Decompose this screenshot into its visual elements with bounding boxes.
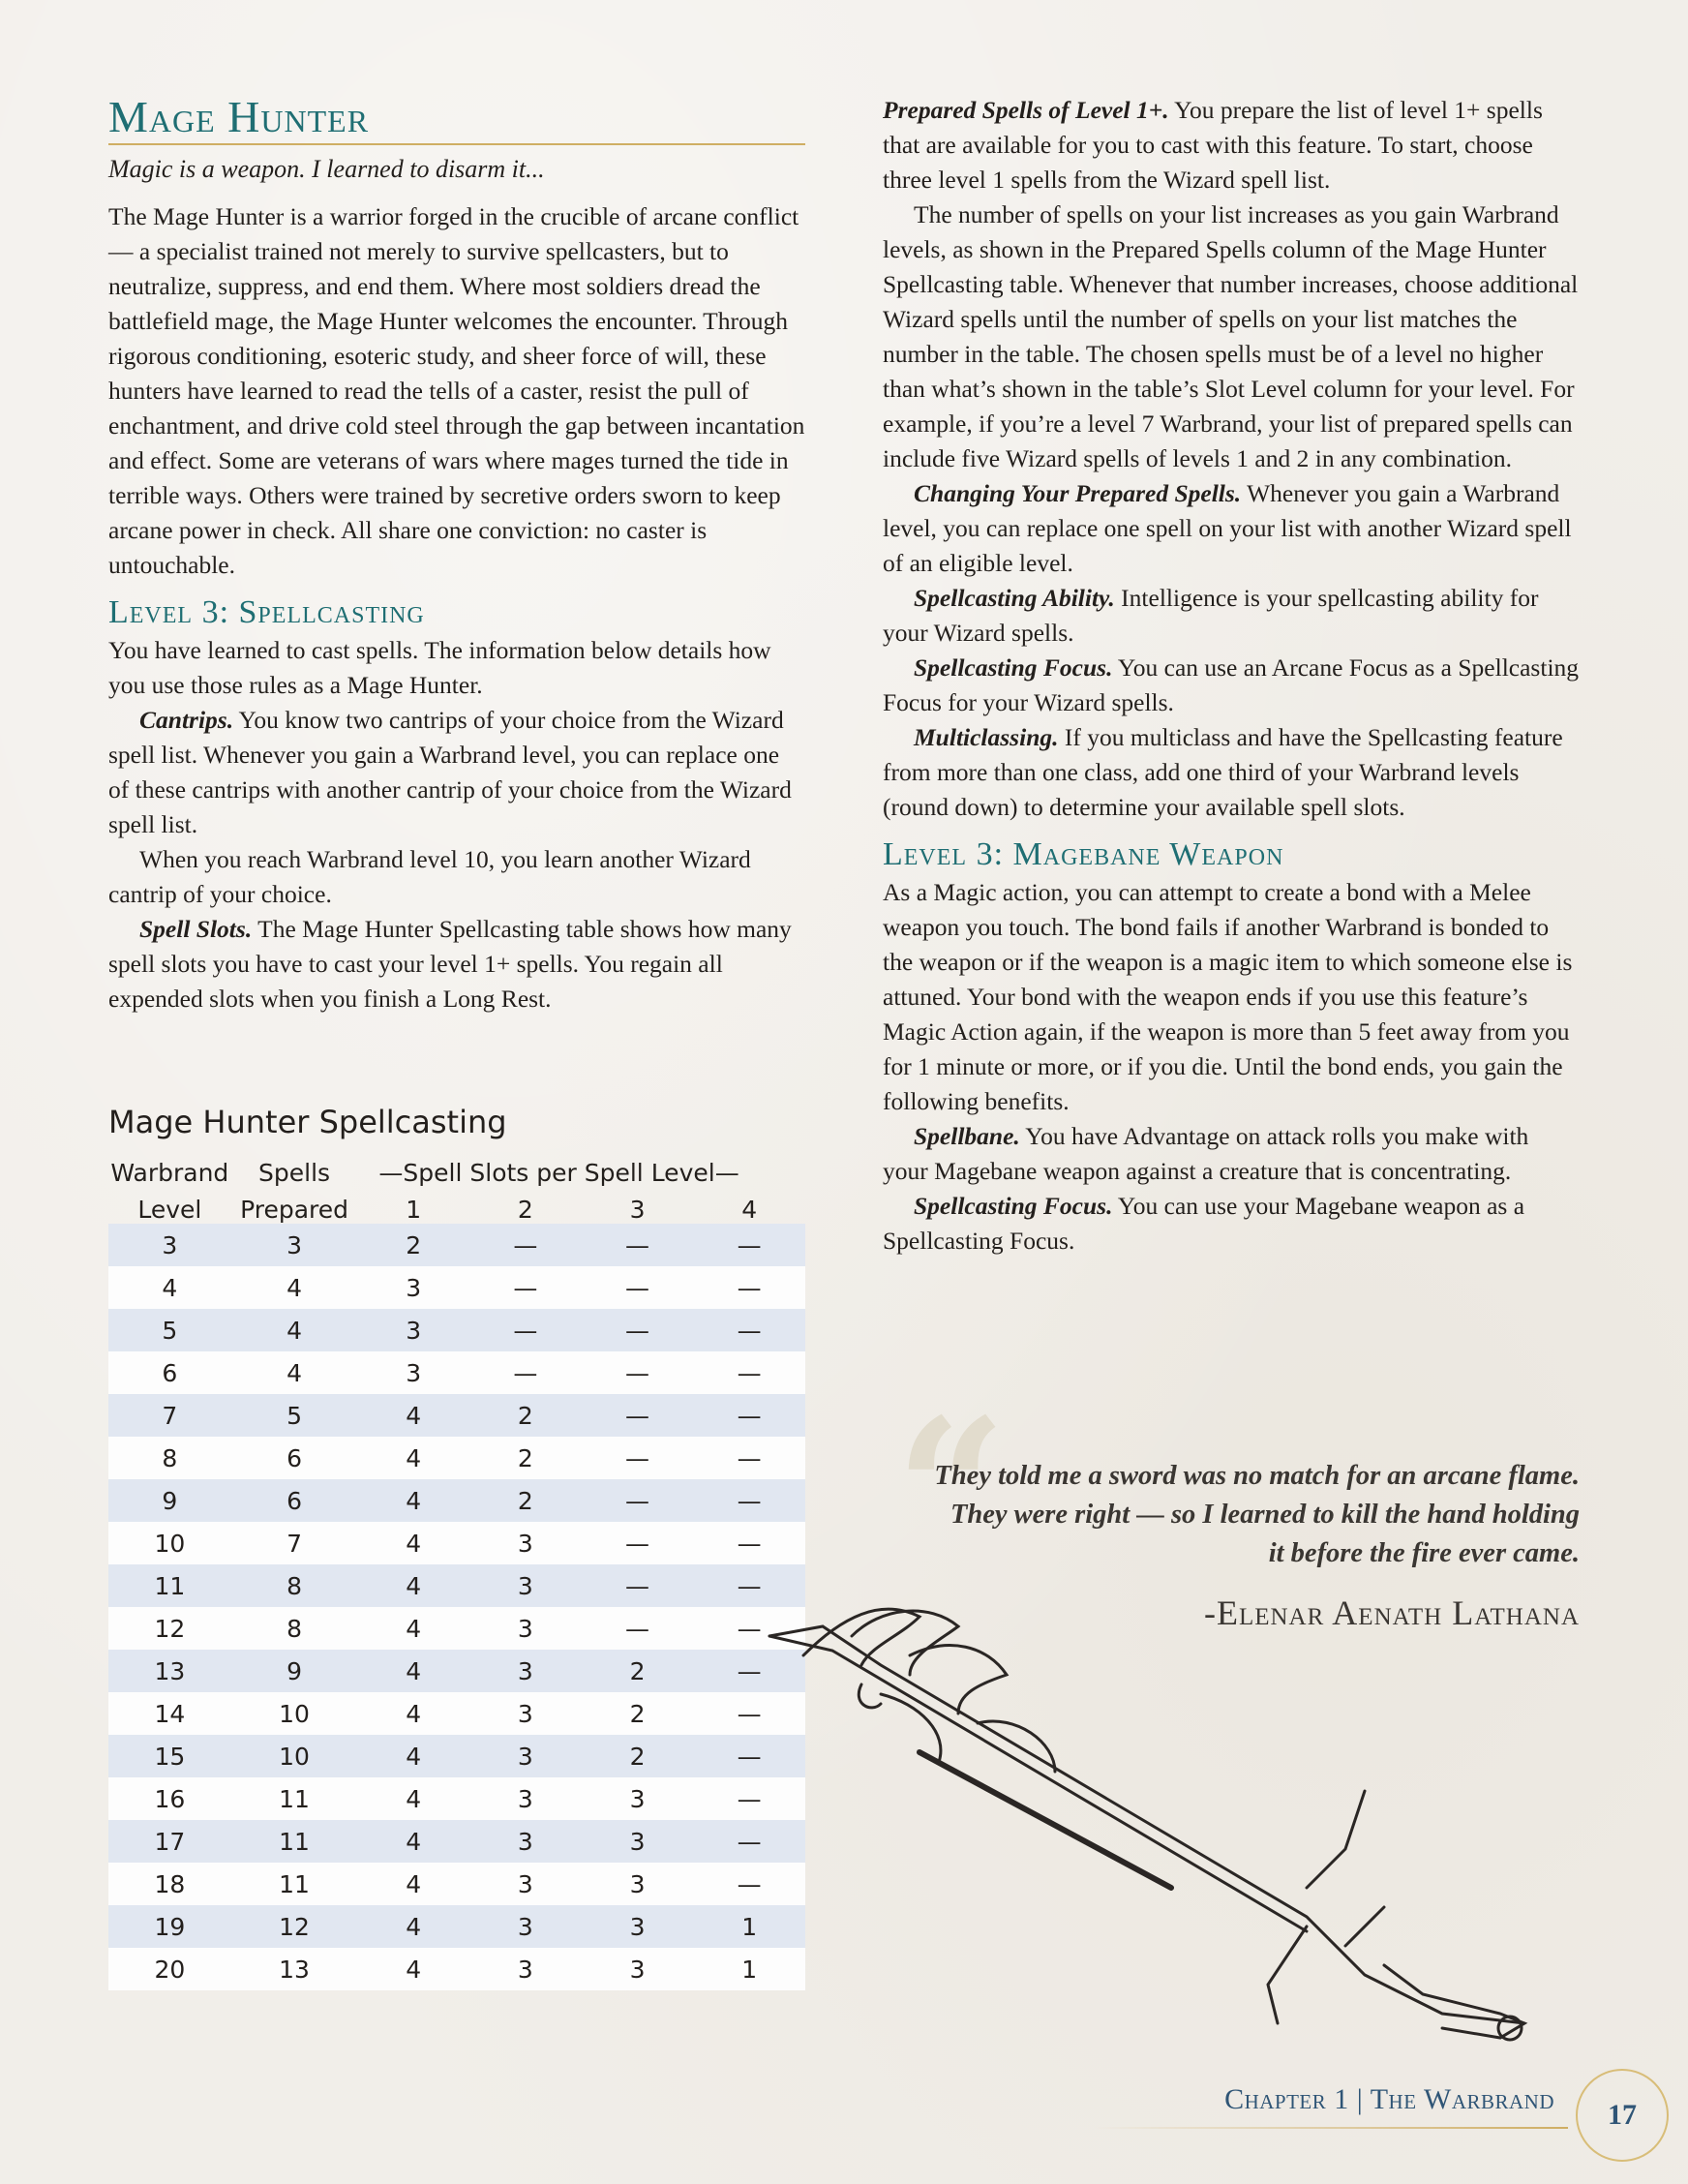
table-row [108,1948,805,1990]
table-cell: 4 [406,1443,422,1472]
table-cell: 6 [286,1486,303,1515]
table-cell: 13 [154,1656,186,1685]
col-header-prepared: Spells [258,1159,331,1187]
table-cell: 3 [517,1571,533,1600]
table-cell: 4 [406,1827,422,1856]
spell-slots-label: Spell Slots. [139,915,253,943]
table-cell: 8 [286,1571,303,1600]
table-cell: 3 [629,1955,646,1984]
table-title: Mage Hunter Spellcasting [108,1104,507,1140]
table-row [108,1351,805,1394]
table-cell: 4 [406,1614,422,1643]
table-row [108,1607,805,1650]
table-cell: 4 [406,1529,422,1558]
table-cell: 15 [154,1742,186,1771]
table-cell: 4 [406,1742,422,1771]
table-cell: 7 [286,1529,303,1558]
table-cell: 12 [279,1912,310,1941]
table-cell: — [625,1614,650,1643]
table-cell: 2 [517,1443,533,1472]
table-cell: — [737,1656,762,1685]
page-number: 17 [1576,2069,1669,2162]
magebane-focus-text: You can use your Magebane weapon as a Spellcasting Focus. [883,1192,1525,1255]
table-row [108,1522,805,1564]
table-cell: 3 [517,1955,533,1984]
table-cell: 3 [517,1912,533,1941]
spellbane-label: Spellbane. [914,1122,1020,1150]
sword-illustration-icon [765,1597,1578,2052]
table-cell: 3 [629,1912,646,1941]
table-cell: — [737,1827,762,1856]
focus-text: You can use an Arcane Focus as a Spellcasting Focus for your Wizard spells. [883,653,1580,716]
col-header-slot-3: 3 [629,1196,646,1224]
page-title: Mage Hunter [108,92,370,141]
quote-attribution: -Elenar Aenath Lathana [1203,1593,1580,1632]
table-cell: 2 [517,1401,533,1430]
right-column [883,93,1580,1259]
changing-paragraph [883,476,1580,581]
table-cell: 4 [406,1699,422,1728]
table-cell: 17 [154,1827,186,1856]
table-cell: 4 [406,1955,422,1984]
table-cell: — [737,1571,762,1600]
table-row [108,1224,805,1266]
table-row [108,1394,805,1437]
spellcasting-intro: You have learned to cast spells. The information below details how you use those rules as a Mage Hunter. [108,636,771,699]
quote-mark-icon: “ [895,1377,1008,1604]
table-cell: 11 [279,1827,310,1856]
table-row [108,1437,805,1479]
table-cell: 4 [406,1912,422,1941]
magebane-focus-paragraph [883,1189,1580,1259]
table-cell: — [737,1614,762,1643]
table-cell: — [625,1316,650,1345]
prepared-text: You prepare the list of level 1+ spells that are available for you to cast with this feature. To start, choose three level 1 spells from the Wizard spell list. [883,96,1543,194]
table-cell: — [625,1486,650,1515]
table-cell: — [737,1784,762,1813]
table-cell: 10 [279,1742,310,1771]
table-cell: 4 [406,1656,422,1685]
table-cell: 3 [629,1827,646,1856]
table-cell: 4 [406,1571,422,1600]
spellcasting-table [108,1150,805,1990]
table-cell: 12 [154,1614,186,1643]
table-cell: — [737,1869,762,1898]
focus-label: Spellcasting Focus. [914,653,1113,682]
intro-paragraph: The Mage Hunter is a warrior forged in the crucible of arcane conflict — a specialist trained not merely to survive spellcasters, but to neutralize, suppress, and end them. Where most soldiers dread the battlefield mage, the Mage Hunter welcomes the encounter. Through rigorous conditioning, esoteric study, and sheer force of will, these hunters have learned to read the tells of a caster, resist the pull of enchantment, and drive cold steel through the gap between incantation and effect. Some are veterans of wars where mages turned the tide in terrible ways. Others were trained by secretive orders sworn to keep arcane power in check. All share one conviction: no caster is untouchable. [108,202,805,579]
table-row [108,1735,805,1777]
table-cell: 3 [517,1742,533,1771]
cantrips-paragraph-2: When you reach Warbrand level 10, you learn another Wizard cantrip of your choice. [108,845,751,908]
table-cell: — [737,1699,762,1728]
table-cell: — [737,1443,762,1472]
multiclass-text: If you multiclass and have the Spellcasting feature from more than one class, add one third of your Warbrand levels (round down) to determine your available spell slots. [883,723,1563,821]
table-cell: 6 [286,1443,303,1472]
table-cell: 3 [517,1529,533,1558]
table-cell: — [737,1486,762,1515]
table-cell: 3 [517,1699,533,1728]
cantrips-label: Cantrips. [139,706,234,734]
table-cell: 3 [406,1273,422,1302]
col-header-slot-1: 1 [406,1196,422,1224]
prepared-paragraph-2: The number of spells on your list increases as you gain Warbrand levels, as shown in the Prepared Spells column of the Mage Hunter Spellcasting table. Whenever that number increases, choose additional Wizard spells until the number of spells on your list matches the number in the table. The chosen spells must be of a level no higher than what’s shown in the table’s Slot Level column for your level. For example, if you’re a level 7 Warbrand, your list of prepared spells can include five Wizard spells of levels 1 and 2 in any combination. [883,200,1579,472]
table-cell: 4 [286,1358,303,1387]
table-cell: 5 [286,1401,303,1430]
table-cell: 10 [154,1529,186,1558]
table-cell: 10 [279,1699,310,1728]
table-cell: 2 [629,1656,646,1685]
spellbane-text: You have Advantage on attack rolls you make with your Magebane weapon against a creature that is concentrating. [883,1122,1529,1185]
table-row [108,1266,805,1309]
changing-label: Changing Your Prepared Spells. [914,479,1242,507]
magebane-focus-label: Spellcasting Focus. [914,1192,1113,1220]
table-cell: 9 [286,1656,303,1685]
table-cell: 1 [741,1912,758,1941]
table-row [108,1777,805,1820]
table-cell: 8 [162,1443,178,1472]
focus-paragraph [883,651,1580,720]
table-body [108,1224,805,1990]
table-cell: — [737,1230,762,1259]
table-cell: 14 [154,1699,186,1728]
table-cell: 4 [406,1784,422,1813]
epigraph: Magic is a weapon. I learned to disarm it... [108,155,545,183]
table-row [108,1650,805,1692]
table-cell: — [513,1316,538,1345]
table-cell: 2 [406,1230,422,1259]
table-cell: 7 [162,1401,178,1430]
multiclass-paragraph [883,720,1580,825]
table-cell: — [513,1358,538,1387]
table-cell: 2 [629,1742,646,1771]
table-cell: — [513,1230,538,1259]
table-cell: 4 [406,1486,422,1515]
prepared-paragraph [883,93,1580,197]
pull-quote: They told me a sword was no match for an arcane flame. They were right — so I learned to kill the hand holding it before the fire ever came. [934,1461,1580,1568]
col-header-slot-4: 4 [741,1196,758,1224]
table-cell: 3 [629,1869,646,1898]
table-cell: — [737,1273,762,1302]
table-cell: — [625,1529,650,1558]
table-cell: 3 [517,1869,533,1898]
ability-paragraph [883,581,1580,651]
table-cell: 3 [629,1784,646,1813]
table-cell: 4 [406,1869,422,1898]
table-cell: 1 [741,1955,758,1984]
table-cell: — [737,1401,762,1430]
table-cell: 5 [162,1316,178,1345]
table-cell: 3 [162,1230,178,1259]
table-cell: — [625,1401,650,1430]
table-cell: 11 [279,1784,310,1813]
table-cell: — [625,1571,650,1600]
table-row [108,1820,805,1863]
table-cell: 4 [162,1273,178,1302]
table-row [108,1309,805,1351]
table-cell: 4 [286,1316,303,1345]
table-cell: 6 [162,1358,178,1387]
table-cell: 4 [406,1401,422,1430]
table-cell: 9 [162,1486,178,1515]
col-header-slot-2: 2 [517,1196,533,1224]
table-cell: 13 [279,1955,310,1984]
changing-text: Whenever you gain a Warbrand level, you can replace one spell on your list with another Wizard spell of an eligible level. [883,479,1572,577]
cantrips-text: You know two cantrips of your choice from the Wizard spell list. Whenever you gain a Warbrand level, you can replace one of these cantrips with another cantrip of your choice from the Wizard spell list. [108,706,792,838]
title-divider [108,143,805,145]
table-cell: 3 [286,1230,303,1259]
prepared-label: Prepared Spells of Level 1+. [883,96,1169,124]
table-cell: — [625,1443,650,1472]
table-cell: 16 [154,1784,186,1813]
multiclass-label: Multiclassing. [914,723,1059,751]
table-cell: 4 [286,1273,303,1302]
table-cell: — [737,1358,762,1387]
col-header-prepared-2: Prepared [240,1196,349,1224]
table-row [108,1564,805,1607]
spellcasting-heading: Level 3: Spellcasting [108,594,425,630]
table-cell: 8 [286,1614,303,1643]
footer-divider [1094,2127,1568,2129]
table-cell: 3 [517,1656,533,1685]
table-cell: 2 [629,1699,646,1728]
table-row [108,1905,805,1948]
ability-label: Spellcasting Ability. [914,584,1115,612]
table-cell: 3 [517,1784,533,1813]
col-header-level-2: Level [137,1196,202,1224]
table-cell: — [625,1273,650,1302]
spell-slots-paragraph [108,912,805,1016]
table-cell: — [625,1230,650,1259]
table-cell: — [625,1358,650,1387]
table-cell: 18 [154,1869,186,1898]
table-cell: — [513,1273,538,1302]
table-row [108,1692,805,1735]
table-cell: 3 [406,1358,422,1387]
col-header-slots: —Spell Slots per Spell Level— [378,1159,739,1187]
magebane-intro: As a Magic action, you can attempt to create a bond with a Melee weapon you touch. The bond fails if another Warbrand is bonded to the weapon or if the weapon is a magic item to which someone else is attuned. Your bond with the weapon ends if you use this feature’s Magic Action again, if the weapon is more than 5 feet away from you for 1 minute or more, or if you die. Until the bond ends, you gain the following benefits. [883,878,1573,1115]
table-row [108,1863,805,1905]
left-column [108,199,805,1016]
table-row [108,1479,805,1522]
ability-text: Intelligence is your spellcasting ability for your Wizard spells. [883,584,1539,647]
cantrips-paragraph [108,703,805,842]
table-cell: — [737,1316,762,1345]
table-cell: — [737,1742,762,1771]
table-cell: 3 [517,1614,533,1643]
table-cell: — [737,1529,762,1558]
col-header-level: Warbrand [110,1159,229,1187]
spellbane-paragraph [883,1119,1580,1189]
table-cell: 2 [517,1486,533,1515]
table-cell: 3 [406,1316,422,1345]
table-cell: 11 [154,1571,186,1600]
table-cell: 11 [279,1869,310,1898]
table-cell: 3 [517,1827,533,1856]
chapter-footer: Chapter 1 | The Warbrand [1224,2083,1554,2115]
magebane-heading: Level 3: Magebane Weapon [883,836,1284,872]
table-cell: 19 [154,1912,186,1941]
table-cell: 20 [154,1955,186,1984]
spell-slots-text: The Mage Hunter Spellcasting table shows how many spell slots you have to cast your level 1+ spells. You regain all expended slots when you finish a Long Rest. [108,915,792,1013]
